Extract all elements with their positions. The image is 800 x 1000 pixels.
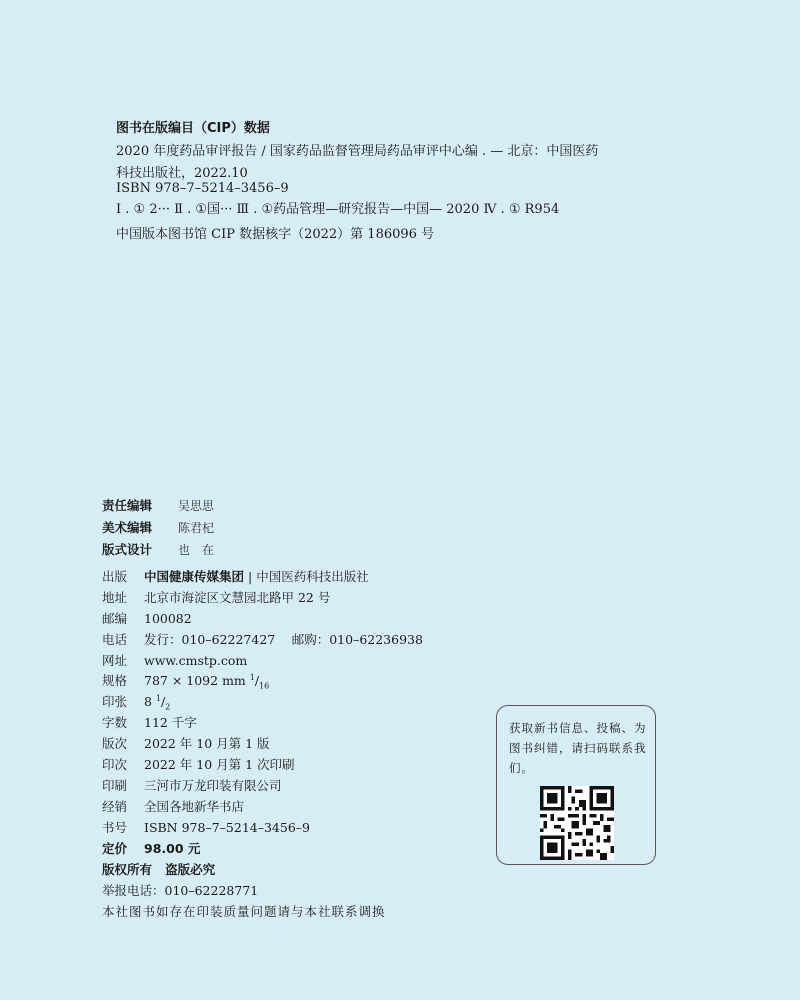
cip-isbn: ISBN 978–7–5214–3456–9 <box>116 181 289 196</box>
format-row: 规格 787 × 1092 mm $^1/_{16}$ <box>102 672 270 691</box>
credit-value: 也 在 <box>178 543 215 557</box>
format-label: 规格 <box>102 673 128 688</box>
format-frac-den: 16 <box>259 681 270 691</box>
detail-label: 版次 <box>102 736 128 751</box>
qr-text: 获取新书信息、投稿、为图书纠错，请扫码联系我们。 <box>509 721 647 775</box>
detail-row <box>102 734 270 752</box>
qr-code-icon[interactable] <box>538 786 616 860</box>
cip-line-1: 2020 年度药品审评报告 / 国家药品监督管理局药品审评中心编 . — 北京：中国医药 <box>116 144 599 159</box>
detail-label: 邮编 <box>102 611 128 626</box>
publisher-row <box>102 567 369 585</box>
format-frac-num: 1 <box>249 672 255 682</box>
cip-line-2: 科技出版社，2022.10 <box>116 166 248 181</box>
website-link[interactable]: www.cmstp.com <box>144 653 248 668</box>
detail-row <box>102 713 197 731</box>
cip-record: 中国版本图书馆 CIP 数据核字（2022）第 186096 号 <box>116 227 435 242</box>
credit-value: 陈君杞 <box>178 521 215 535</box>
sheets-frac-den: 2 <box>165 702 171 712</box>
credit-label: 版式设计 <box>102 542 153 557</box>
copyright-row <box>102 860 215 878</box>
detail-value: 112 千字 <box>144 715 197 730</box>
credit-row <box>102 539 214 558</box>
copyright-right: 盗版必究 <box>165 862 216 877</box>
credit-label: 责任编辑 <box>102 498 153 513</box>
detail-label: 地址 <box>102 590 128 605</box>
detail-value: 北京市海淀区文慧园北路甲 22 号 <box>144 590 331 605</box>
detail-row <box>102 588 330 606</box>
detail-row <box>102 818 310 836</box>
detail-label: 书号 <box>102 820 128 835</box>
detail-label: 经销 <box>102 799 128 814</box>
detail-value: 三河市万龙印装有限公司 <box>144 778 282 793</box>
price-row <box>102 839 200 857</box>
credit-row <box>102 517 214 536</box>
sheets-frac-num: 1 <box>155 693 162 703</box>
cip-classification: Ⅰ . ① 2··· Ⅱ . ①国··· Ⅲ . ①药品管理—研究报告—中国— 2020 Ⅳ . ① R954 <box>116 202 560 217</box>
detail-row <box>102 797 244 815</box>
detail-label: 电话 <box>102 632 128 647</box>
publisher-label: 出版 <box>102 569 128 584</box>
detail-value: 发行：010–62227427 邮购：010–62236938 <box>144 632 423 647</box>
detail-row <box>102 755 295 773</box>
publisher-separator: | <box>248 569 253 584</box>
sheets-row: 印张 8 $^1/_2$ <box>102 693 171 712</box>
detail-value: 全国各地新华书店 <box>144 799 245 814</box>
credit-row <box>102 495 214 514</box>
detail-value: 2022 年 10 月第 1 次印刷 <box>144 757 295 772</box>
sheets-whole: 8 <box>144 694 152 709</box>
publisher-name: 中国医药科技出版社 <box>256 569 369 584</box>
detail-value: 2022 年 10 月第 1 版 <box>144 736 270 751</box>
detail-label: 字数 <box>102 715 128 730</box>
detail-row <box>102 776 282 794</box>
detail-value: 100082 <box>144 611 192 626</box>
publisher-group: 中国健康传媒集团 <box>144 569 245 584</box>
detail-row <box>102 651 247 669</box>
format-value: 787 × 1092 mm <box>144 673 246 688</box>
detail-label: 网址 <box>102 653 128 668</box>
detail-label: 印刷 <box>102 778 128 793</box>
detail-row <box>102 609 192 627</box>
price-label: 定价 <box>102 841 128 856</box>
credit-label: 美术编辑 <box>102 520 153 535</box>
detail-value: ISBN 978–7–5214–3456–9 <box>144 820 310 835</box>
sheets-label: 印张 <box>102 694 128 709</box>
qr-callout <box>496 705 656 865</box>
detail-row <box>102 630 423 648</box>
quality-notice: 本社图书如存在印装质量问题请与本社联系调换 <box>102 904 386 919</box>
report-phone: 举报电话：010–62228771 <box>102 883 259 898</box>
credit-value: 吴思思 <box>178 499 215 513</box>
detail-label: 印次 <box>102 757 128 772</box>
copyright-left: 版权所有 <box>102 862 153 877</box>
price-value: 98.00 元 <box>144 841 201 856</box>
cip-heading: 图书在版编目（CIP）数据 <box>116 121 270 136</box>
